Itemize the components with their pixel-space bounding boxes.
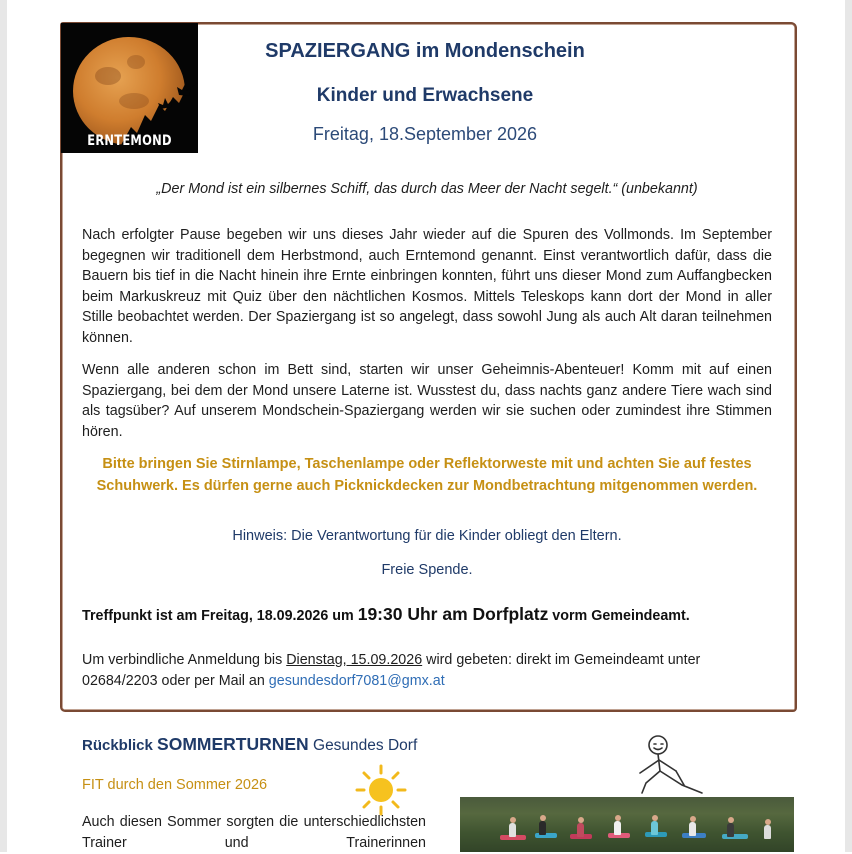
moon-quote: „Der Mond ist ein silbernes Schiff, das durch das Meer der Nacht segelt.“ (unbekannt) [156,181,698,197]
stick-figure-icon [628,733,718,799]
person [689,822,696,836]
children-paragraph: Wenn alle anderen schon im Bett sind, starten wir unser Geheimnis-Abenteuer! Komm mit auf einen Spaziergang, bei dem der Mond unsere Laterne ist. Wusstest du, dass nachts ganz andere Tiere wach sind als tagsüber? Auf unserem Mondschein-Spaziergang werden wir sie suchen oder zumindest ihre Stimmen hören. [82,362,772,440]
sun-icon [354,763,408,817]
person [509,823,516,837]
image-caption: ERNTEMOND [87,133,172,149]
registration-mid: wird gebeten: direkt im Gemeindeamt unter 02684/2203 oder per Mail an [82,652,701,689]
gymnastics-group-photo [460,797,794,852]
harvest-moon-photo [61,23,198,153]
page-edge-right [845,0,852,852]
event-subtitle: Kinder und Erwachsene [316,85,534,106]
review-prefix: Rückblick [82,737,158,754]
equipment-notice: Bitte bringen Sie Stirnlampe, Taschenlampe oder Reflektorweste mit und achten Sie auf festes Schuhwerk. Es dürfen gerne auch Picknickdecken zur Mondbetrachtung mitgenommen werden. [96,456,758,494]
review-paragraph: Auch diesen Sommer sorgten die unterschiedlichsten Trainer und Trainerinnen [82,814,426,851]
review-highlight: SOMMERTURNEN [157,734,309,754]
person [539,821,546,835]
meeting-time-place: 19:30 Uhr am Dorfplatz [357,604,549,624]
person [727,823,734,837]
meeting-pre: Treffpunkt ist am Freitag, 18.09.2026 um [82,608,358,624]
review-subheading: FIT durch den Sommer 2026 [82,777,268,793]
event-date: Freitag, 18.September 2026 [312,124,538,144]
responsibility-hint: Hinweis: Die Verantwortung für die Kinder obliegt den Eltern. [232,528,622,544]
registration-pre: Um verbindliche Anmeldung bis [82,652,287,668]
donation-note: Freie Spende. [381,562,473,578]
meeting-point [82,604,782,625]
registration-deadline: Dienstag, 15.09.2026 [286,652,423,668]
person [651,821,658,835]
person [614,821,621,835]
exercise-mat [722,834,748,839]
page-edge-left [0,0,7,852]
person [764,825,771,839]
meeting-post: vorm Gemeindeamt. [548,608,690,624]
email-link[interactable]: gesundesdorf7081@gmx.at [268,672,445,689]
event-title: SPAZIERGANG im Mondenschein [265,40,585,62]
review-suffix: Gesundes Dorf [308,737,418,754]
review-heading [82,734,417,755]
registration-info [82,650,772,691]
person [577,823,584,837]
description-paragraph: Nach erfolgter Pause begeben wir uns dieses Jahr wieder auf die Spuren des Vollmonds. Im September begegnen wir traditionell dem Herbstmond, auch Erntemond genannt. Einst verantwortlich dafür, dass die Bauern bis tief in die Nacht hinein ihre Ernte einbringen konnten, führt uns dieser Mond zum Auffangbecken beim Markuskreuz mit Quiz über den nächtlichen Kosmos. Mittels Teleskops kann dort der Mond in aller Stille beobachtet werden. Der Spaziergang ist so angelegt, dass sowohl Jung als auch Alt daran teilnehmen können. [82,227,772,346]
